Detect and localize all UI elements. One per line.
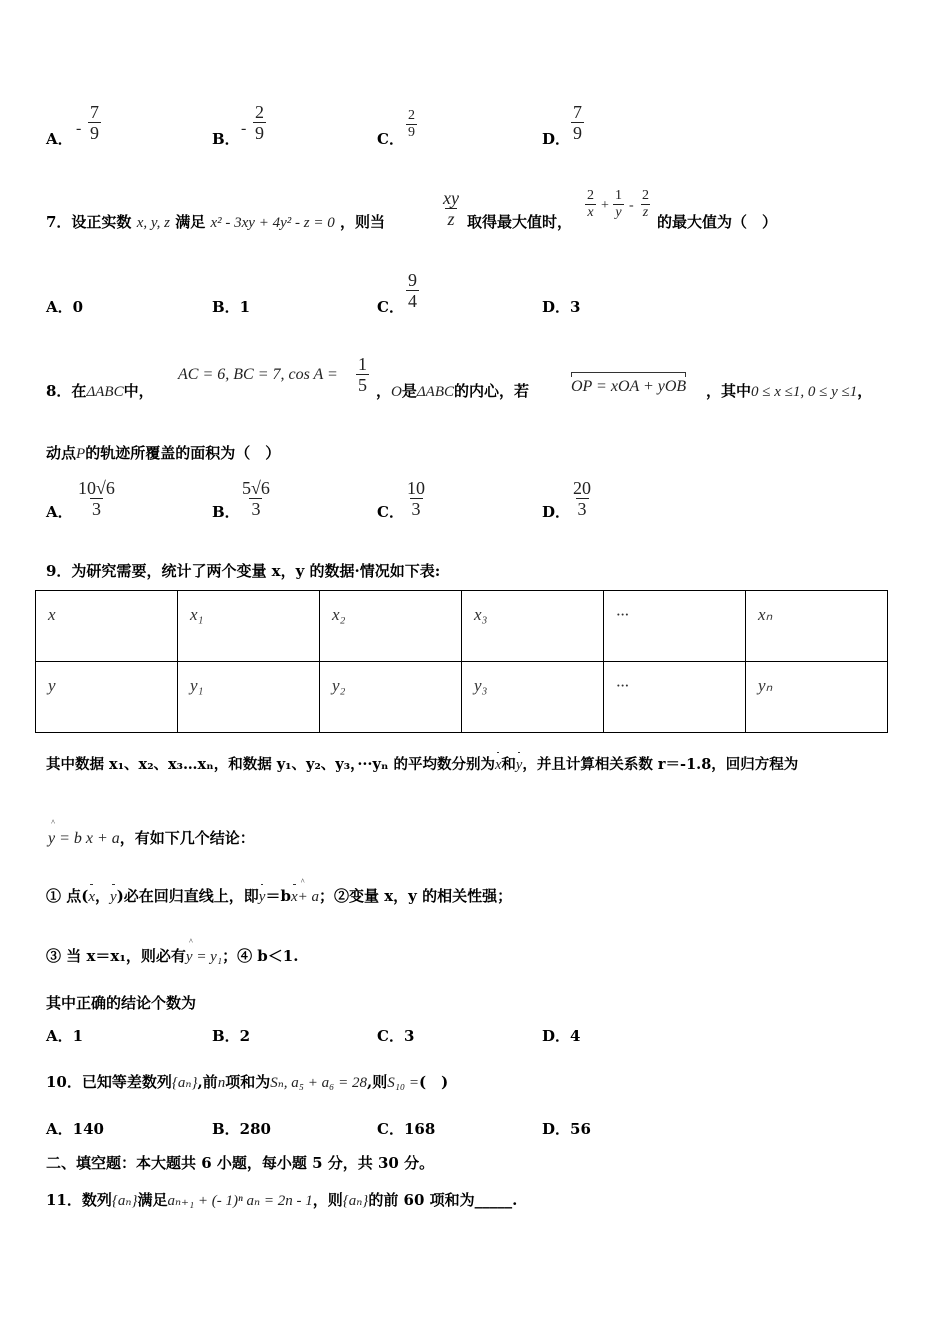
q8-option-b-label: B． [212, 503, 240, 521]
q7-equation: x² - 3xy + 4y² - z = 0 [210, 215, 335, 231]
q10-stem [46, 1071, 448, 1092]
table-cell: ··· [604, 662, 746, 733]
q6-option-b-label: B． [212, 130, 240, 148]
q8-range-lead: ，其中 [706, 382, 752, 400]
q7-vars: x, y, z [136, 215, 171, 231]
q10-s10: S₁₀ = [387, 1075, 420, 1091]
q10-option-b: B．280 [212, 1120, 271, 1138]
q9-c1-eq-xbar: x [290, 889, 298, 905]
q9-lead: 9．为研究需要，统计了两个变量 x，y 的数据·情况如下表: [46, 562, 441, 580]
q6-option-b-fraction [253, 102, 266, 143]
q9-p1-tail: ，并且计算相关系数 r＝-1.8，回归方程为 [522, 756, 799, 773]
q7-option-b: B．1 [212, 298, 251, 316]
q11-lead: 11．数列 [46, 1191, 112, 1209]
q6-option-d-label: D． [542, 130, 571, 148]
q10-n: n [217, 1075, 226, 1091]
denominator: 3 [577, 499, 587, 519]
numerator: 10 [407, 478, 425, 498]
denominator: 9 [90, 123, 99, 143]
table-cell: x [36, 591, 178, 662]
q10-then: ,则 [366, 1073, 388, 1091]
q9-c1-lead: ① 点( [46, 887, 89, 905]
q9-option-b: B．2 [212, 1027, 251, 1045]
q9-ask: 其中正确的结论个数为 [46, 994, 197, 1012]
q11-then: ，则 [312, 1191, 343, 1209]
q8-is: 是 [401, 382, 417, 400]
q6-option-a-fraction [88, 102, 101, 143]
q8-cos-fraction [356, 354, 369, 395]
q9-option-c: C．3 [377, 1027, 415, 1045]
q8-middle [376, 380, 529, 401]
q7-option-c-fraction [406, 270, 419, 311]
numerator: xy [443, 188, 459, 208]
q8-line2 [46, 442, 280, 463]
q10-seq: {aₙ} [171, 1075, 198, 1091]
q7-expr-2-over-z [640, 188, 651, 221]
q6-option-a-sign: - [76, 120, 82, 137]
numerator: 9 [408, 270, 417, 290]
q7-option-d: D．3 [542, 298, 581, 316]
denominator: 3 [251, 499, 261, 519]
q10-sn: Sₙ, a₅ + a₆ = 28 [270, 1075, 367, 1091]
q9-c3-tail: ；④ b＜1. [222, 947, 299, 965]
q9-c1-ybar: y [110, 889, 117, 905]
q9-option-d: D．4 [542, 1027, 581, 1045]
q8-line2-b: 的轨迹所覆盖的面积为（ ） [85, 444, 281, 462]
q11-seq: {aₙ} [111, 1193, 138, 1209]
q9-c1-xbar: x [88, 889, 95, 905]
q9-option-a: A．1 [46, 1027, 84, 1045]
q7-cond: 满足 [175, 213, 206, 231]
q7-tail: 的最大值为（ ） [657, 213, 778, 231]
q8-option-d-label: D． [542, 503, 571, 521]
q9-c1-eq-rest: ＝b [265, 887, 291, 905]
q11-tail: 的前 60 项和为_____. [368, 1191, 518, 1209]
table-row-x [36, 591, 888, 662]
q8-comma: ， [376, 382, 392, 400]
plus-sign: + [601, 198, 609, 213]
q11-stem [46, 1189, 517, 1210]
q9-c1-eq-a: ^ + a [298, 889, 319, 906]
q7-lead: 7．设正实数 [46, 213, 132, 231]
numerator: 10√6 [78, 478, 115, 498]
numerator: 2 [255, 102, 264, 122]
q7-expr-2-over-x [585, 188, 596, 221]
denominator: y [615, 205, 622, 220]
q9-regression [48, 827, 255, 848]
denominator: 9 [255, 123, 264, 143]
numerator: 5√6 [242, 478, 270, 498]
denominator: 4 [408, 291, 417, 311]
table-cell: x₁ [178, 591, 320, 662]
denominator: z [447, 209, 455, 229]
q8-option-a-fraction [76, 478, 117, 519]
denominator: 3 [411, 499, 421, 519]
q9-c3-eq: ^ y = y₁ [186, 949, 222, 966]
q8-incenter: 的内心，若 [454, 382, 530, 400]
q9-regression-tail: ，有如下几个结论： [119, 829, 255, 847]
q8-option-c-fraction [405, 478, 427, 519]
table-cell: ··· [604, 591, 746, 662]
q7-xy-over-z [441, 188, 461, 229]
q10-mid: ,前 [197, 1073, 218, 1091]
table-cell: x₂ [320, 591, 462, 662]
q8-option-a-label: A． [46, 503, 73, 521]
numerator: 1 [358, 354, 367, 374]
q9-c1-tail: ；②变量 x，y 的相关性强； [319, 887, 513, 905]
q11-eq: aₙ₊₁ + (- 1)ⁿ aₙ = 2n - 1 [167, 1193, 313, 1209]
q8-triangle-2: ΔABC [416, 384, 455, 400]
numerator: 2 [642, 188, 649, 203]
section-2-heading: 二、填空题：本大题共 6 小题，每小题 5 分，共 30 分。 [46, 1154, 435, 1172]
denominator: 9 [573, 123, 582, 143]
q9-and: 和 [501, 756, 516, 773]
q6-option-c-fraction [406, 108, 417, 141]
table-cell: y₂ [320, 662, 462, 733]
q9-c1-eq-ybar: y [258, 889, 266, 905]
q8-line2-a: 动点 [46, 444, 77, 462]
numerator: 7 [90, 102, 99, 122]
q8-o-var: O [391, 384, 402, 400]
q8-given: AC = 6, BC = 7, cos A = [178, 366, 338, 383]
q9-regression-eq: ^ y = b x + a [48, 830, 120, 848]
table-cell: xₙ [746, 591, 888, 662]
q8-range: 0 ≤ x ≤1, 0 ≤ y ≤1 [751, 384, 858, 400]
numerator: 7 [573, 102, 582, 122]
q8-vector-equation-text: OP = xOA + yOB [571, 378, 687, 395]
q8-p-var: P [76, 446, 86, 462]
q9-xbar: x [494, 757, 502, 773]
table-cell: y₃ [462, 662, 604, 733]
denominator: 3 [91, 499, 101, 519]
q9-paragraph [46, 753, 798, 774]
q8-end: ， [857, 382, 873, 400]
q7-stem [46, 211, 385, 232]
q8-option-c-label: C． [377, 503, 404, 521]
table-cell: yₙ [746, 662, 888, 733]
numerator: 1 [615, 188, 622, 203]
q8-option-b-fraction [240, 478, 272, 519]
numerator: 20 [573, 478, 591, 498]
q6-option-a-label: A． [46, 130, 73, 148]
q11-seq2: {aₙ} [342, 1193, 369, 1209]
q9-ybar: y [515, 757, 523, 773]
numerator: 2 [587, 188, 594, 203]
denominator: z [642, 205, 649, 220]
q7-max-text: 取得最大值时， [467, 213, 573, 231]
table-row-y [36, 662, 888, 733]
q9-c1-comma: ， [95, 887, 111, 905]
q10-tail: ( ) [419, 1073, 449, 1091]
q10-mid2: 项和为 [225, 1073, 271, 1091]
q7-expr-1-over-y [613, 188, 624, 221]
q10-lead: 10．已知等差数列 [46, 1073, 172, 1091]
q6-option-d-fraction [571, 102, 584, 143]
q8-vector-equation [571, 378, 686, 396]
q8-mid: 中， [123, 382, 154, 400]
data-table [35, 590, 888, 733]
q8-lead-text: 8．在 [46, 382, 87, 400]
q10-option-a: A．140 [46, 1120, 104, 1138]
q9-conclusion-1 [46, 885, 512, 906]
q9-p1: 其中数据 x₁、x₂、x₃…xₙ，和数据 y₁、y₂、y₃，···yₙ 的平均数分别为 [46, 756, 495, 773]
q10-option-c: C．168 [377, 1120, 436, 1138]
table-cell: y [36, 662, 178, 733]
denominator: x [587, 205, 594, 220]
q10-option-d: D．56 [542, 1120, 591, 1138]
q7-when: ，则当 [339, 213, 385, 231]
q8-lead [46, 380, 154, 401]
numerator: 2 [408, 108, 415, 123]
q9-c1-mid: )必在回归直线上，即 [116, 887, 259, 905]
denominator: 9 [408, 125, 415, 140]
table-cell: y₁ [178, 662, 320, 733]
q8-option-d-fraction [571, 478, 593, 519]
q9-c3-lead: ③ 当 x＝x₁，则必有 [46, 947, 186, 965]
denominator: 5 [358, 375, 367, 395]
table-cell: x₃ [462, 591, 604, 662]
q9-conclusion-3 [46, 945, 298, 966]
q8-triangle: ΔABC [86, 384, 124, 400]
q7-option-c-label: C． [377, 298, 404, 316]
q11-cond: 满足 [137, 1191, 168, 1209]
q6-option-c-label: C． [377, 130, 404, 148]
minus-sign: - [629, 198, 634, 213]
q8-range-line [706, 380, 872, 401]
q6-option-b-sign: - [241, 120, 247, 137]
q7-option-a: A．0 [46, 298, 84, 316]
